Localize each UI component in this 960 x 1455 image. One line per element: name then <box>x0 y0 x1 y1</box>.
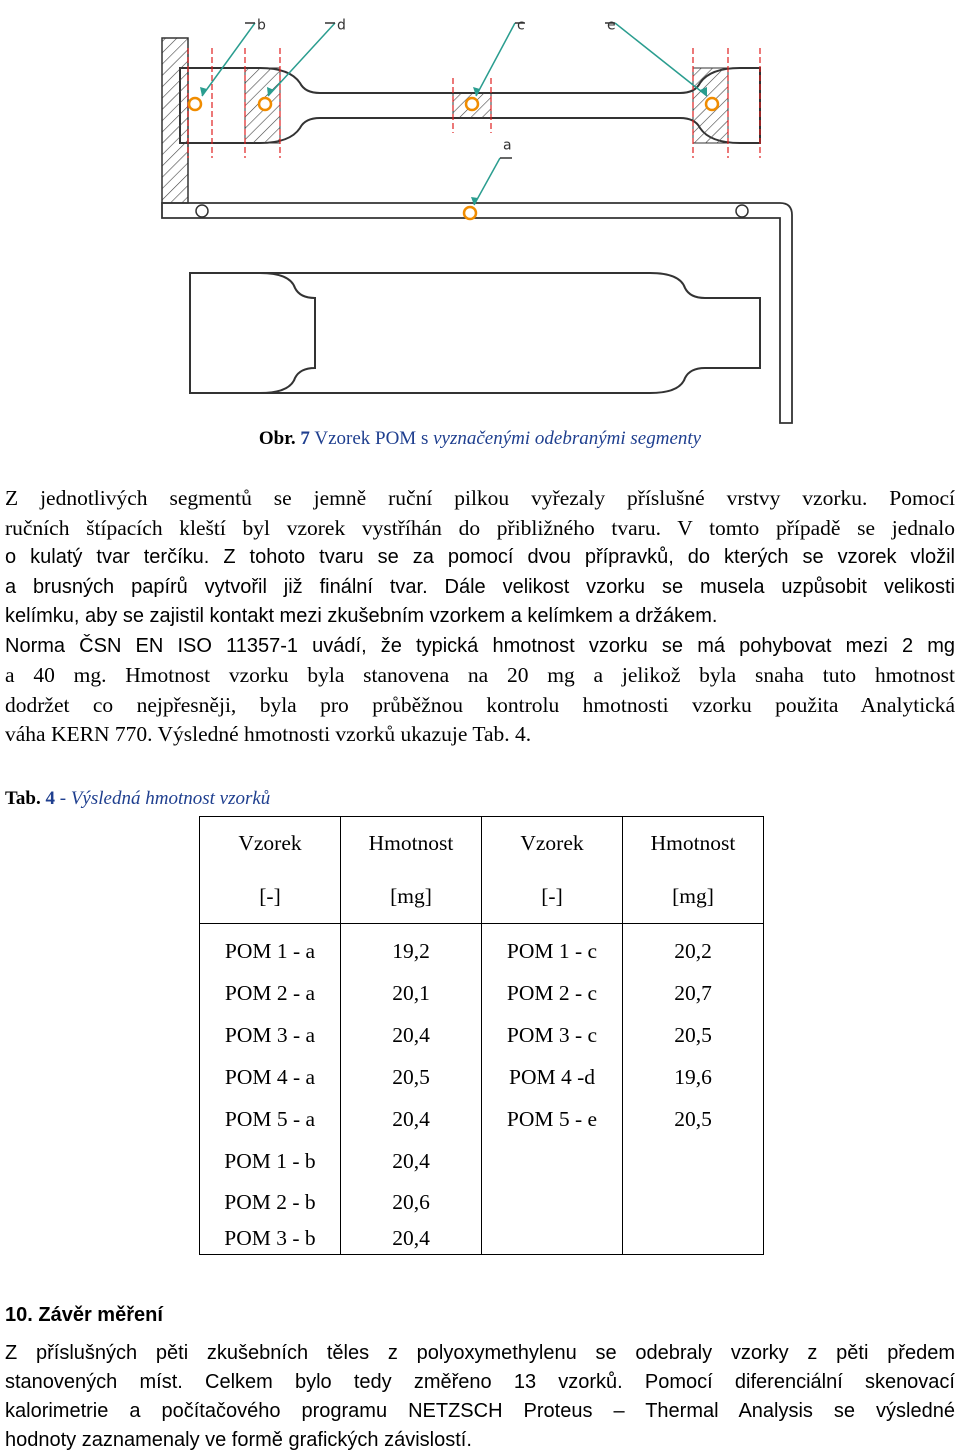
header-unit-4: [mg] <box>672 884 714 908</box>
header-mass-1: Hmotnost <box>368 831 454 855</box>
paragraph-1-line: kelímku, aby se zajistil kontakt mezi zkušebním vzorkem a kelímkem a držákem. <box>5 605 718 627</box>
figure-caption <box>0 428 960 450</box>
table-cell: POM 2 - c <box>506 981 598 1005</box>
table-cell: POM 1 - b <box>224 1149 316 1173</box>
segment-b-hatch <box>162 38 188 203</box>
caption-text: Vzorek POM s <box>314 428 429 449</box>
table-cell: POM 5 - a <box>224 1107 316 1131</box>
label-c: c <box>517 18 525 34</box>
col-sample-2 <box>482 930 622 1140</box>
paragraph-2-line: hodnoty zaznamenaly ve formě grafických závislostí. <box>5 1429 472 1451</box>
table-cell: POM 4 - a <box>224 1065 316 1089</box>
table-cell: POM 2 - a <box>224 981 316 1005</box>
results-table <box>199 816 764 1255</box>
caption-italic: vyznačenými odebranými segmenty <box>433 428 702 449</box>
table-cell: POM 1 - a <box>224 939 316 963</box>
table-cell: 20,4 <box>392 1023 430 1047</box>
paragraph-2-line: stanovených míst. Celkem bylo tedy změřeno 13 vzorků. Pomocí diferenciální skenovací <box>5 1371 955 1393</box>
table-cell: 20,2 <box>674 939 712 963</box>
table-cell: 20,4 <box>392 1107 430 1131</box>
paragraph-1-line: a 40 mg. Hmotnost vzorku byla stanovena na 20 mg a jelikož byla snaha tuto hmotnost <box>5 663 955 687</box>
paragraph-2 <box>5 1339 955 1455</box>
table-cell: POM 2 - b <box>224 1190 316 1214</box>
label-a: a <box>503 137 512 154</box>
table-cell: 20,6 <box>392 1190 430 1214</box>
bottom-specimen <box>190 273 760 393</box>
header-unit-2: [mg] <box>390 884 432 908</box>
paragraph-1-line: a brusných papírů vytvořil již finální tvar. Dále velikost vzorku se musela uzpůsobit velikosti <box>5 575 955 598</box>
table-caption-italic: Výsledná hmotnost vzorků <box>70 788 271 809</box>
table-cell: POM 1 - c <box>506 939 598 963</box>
table-header-row <box>200 817 764 924</box>
table-cell: POM 3 - c <box>506 1023 598 1047</box>
table-caption <box>5 788 270 810</box>
table-cell: 20,5 <box>674 1023 712 1047</box>
header-mass-2: Hmotnost <box>650 831 736 855</box>
section-title: 10. Závěr měření <box>5 1304 163 1326</box>
paragraph-1-line: dodržet co nejpřesněji, byla pro průběžnou kontrolu hmotnosti vzorku použita Analytická <box>5 692 955 717</box>
table-caption-label: Tab. <box>5 788 41 809</box>
table-cell: 20,4 <box>392 1149 430 1173</box>
label-e: e <box>607 18 616 34</box>
table-cell: 20,4 <box>392 1226 430 1250</box>
paragraph-1-line: ručních štípacích kleští byl vzorek vystříhán do přibližného tvaru. V tomto případě se jednalo <box>5 515 955 540</box>
table-cell: POM 3 - b <box>224 1226 316 1250</box>
caption-number: 7 <box>300 428 310 449</box>
caption-label: Obr. <box>258 428 296 449</box>
col-sample-1 <box>200 930 340 1254</box>
paragraph-1-line: Z jednotlivých segmentů se jemně ruční pilkou vyřezaly příslušné vrstvy vzorku. Pomocí <box>5 486 955 510</box>
table-cell: 20,1 <box>392 981 430 1005</box>
header-sample-1: Vzorek <box>238 831 302 855</box>
table-cell: 20,7 <box>674 981 712 1005</box>
table-cell: POM 5 - e <box>506 1107 598 1131</box>
table-cell: 20,5 <box>674 1107 712 1131</box>
header-unit-1: [-] <box>259 884 281 908</box>
table-cell: 19,2 <box>392 939 430 963</box>
paragraph-1 <box>5 484 955 750</box>
specimen-drawing <box>140 18 820 428</box>
paragraph-1-line: Norma ČSN EN ISO 11357-1 uvádí, že typická hmotnost vzorku se má pohybovat mezi 2 mg <box>5 634 955 657</box>
col-mass-1 <box>341 930 481 1254</box>
col-mass-2 <box>623 930 763 1140</box>
label-d: d <box>337 18 346 34</box>
label-b: b <box>257 18 266 34</box>
paragraph-1-line: váha KERN 770. Výsledné hmotnosti vzorků ukazuje Tab. 4. <box>5 722 532 746</box>
table-cell: 20,5 <box>392 1065 430 1089</box>
paragraph-2-line: Z příslušných pěti zkušebních těles z polyoxymethylenu se odebraly vzorky z pěti předem <box>5 1342 955 1364</box>
table-cell: POM 3 - a <box>224 1023 316 1047</box>
table-cell: 19,6 <box>674 1065 712 1089</box>
paragraph-2-line: kalorimetrie a počítačového programu NETZSCH Proteus – Thermal Analysis se výsledné <box>5 1400 955 1422</box>
table-cell: POM 4 -d <box>508 1065 595 1089</box>
table-body-row <box>200 924 764 1255</box>
frame-rod <box>162 203 792 423</box>
table-caption-number: 4 <box>45 788 55 809</box>
header-sample-2: Vzorek <box>520 831 584 855</box>
header-unit-3: [-] <box>541 884 563 908</box>
paragraph-1-line: o kulatý tvar terčíku. Z tohoto tvaru se za pomocí dvou přípravků, do kterých se vzorek vložil <box>5 546 955 568</box>
table-caption-dash: - <box>59 788 67 809</box>
